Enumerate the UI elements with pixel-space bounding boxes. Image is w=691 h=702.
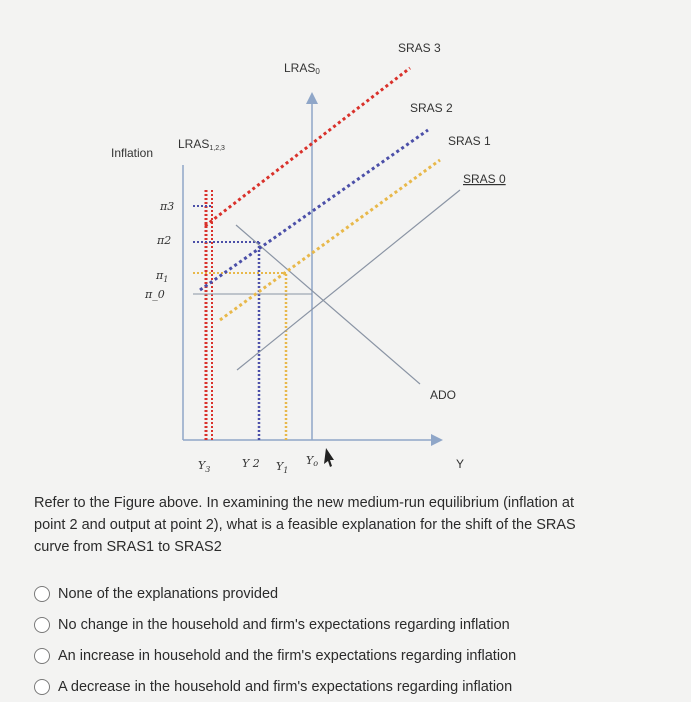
option-increase[interactable] (34, 640, 516, 671)
sras0-curve (237, 190, 460, 370)
radio-button[interactable] (34, 586, 50, 602)
axis-x-label: Y (456, 457, 465, 471)
sras3-label: SRAS 3 (398, 41, 441, 55)
option-label: No change in the household and firm's expectations regarding inflation (58, 616, 510, 633)
ad0-curve (236, 225, 420, 384)
option-label: None of the explanations provided (58, 585, 279, 602)
radio-button[interactable] (34, 617, 50, 633)
option-decrease[interactable] (34, 671, 516, 702)
radio-button[interactable] (34, 648, 50, 664)
lras123-label: LRAS1,2,3 (178, 137, 225, 152)
axis-y-label: Inflation (111, 146, 154, 160)
ad0-label: ADO (430, 388, 457, 402)
y3-label: $Y_3$ (198, 459, 211, 474)
radio-button[interactable] (34, 679, 50, 695)
mouse-cursor-icon (324, 448, 334, 467)
y0-label: Yo (306, 454, 319, 468)
sras3-curve (205, 68, 410, 226)
option-label: An increase in household and the firm's expectations regarding inflation (58, 647, 517, 664)
pi0-label: π_0 (145, 288, 165, 301)
pi3-label: π3 (160, 200, 175, 213)
option-none[interactable] (34, 578, 516, 609)
pi1-label: $\pi_1$ (156, 269, 169, 284)
pi2-label: π2 (157, 234, 172, 247)
y1-label: $Y_1$ (276, 460, 289, 475)
y2-label: Y 2 (242, 457, 260, 470)
question-text: Refer to the Figure above. In examining the new medium-run equilibrium (inflation at point 2 and output at point 2), what is a feasible explanation for the shift of the SRAS curve from SRAS1 to SRAS2 (34, 495, 576, 555)
option-label: A decrease in the household and firm's expectations regarding inflation (58, 678, 513, 695)
sras1-label: SRAS 1 (448, 134, 491, 148)
sras2-curve (200, 130, 428, 290)
lras0-label: LRAS0 (284, 61, 320, 76)
sras2-label: SRAS 2 (410, 101, 453, 115)
sras0-label: SRAS 0 (463, 172, 506, 186)
option-no-change[interactable] (34, 609, 516, 640)
answer-options (34, 578, 516, 702)
